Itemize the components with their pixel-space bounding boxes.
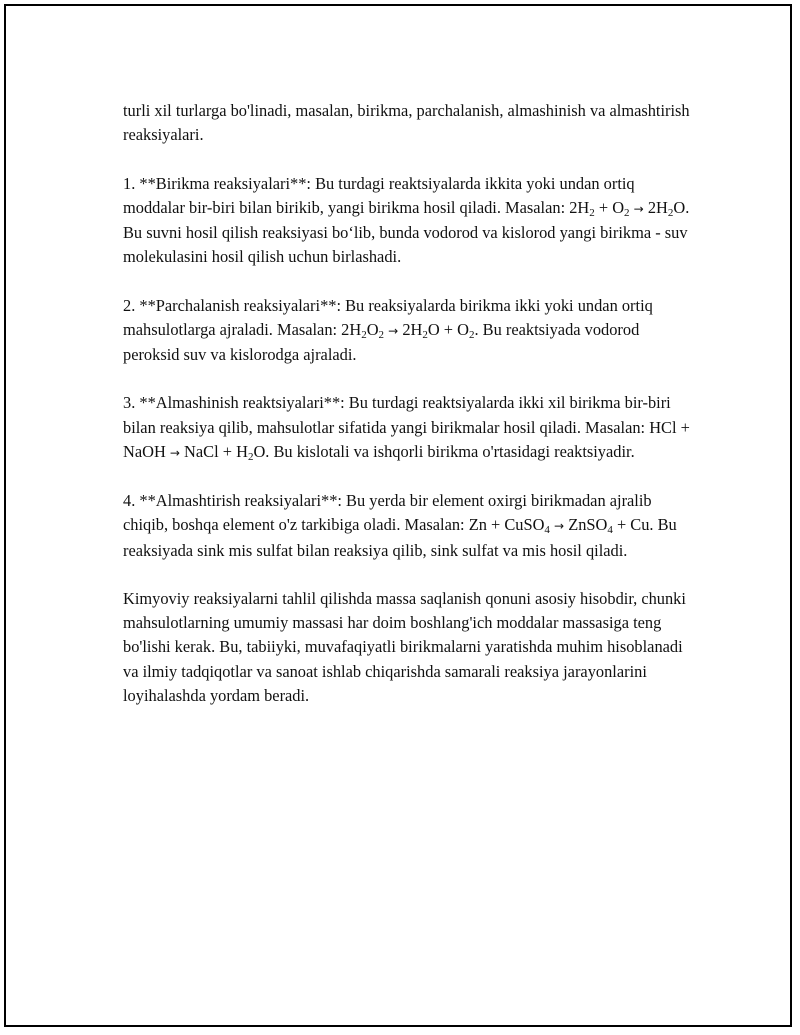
- paragraph-almashinish: [123, 391, 693, 465]
- text-run: 2H: [398, 319, 423, 339]
- text-run: + O: [594, 197, 625, 217]
- reaction-arrow-icon: →: [169, 445, 180, 460]
- text-run: ZnSO: [564, 515, 608, 535]
- subscript: 2: [468, 328, 475, 341]
- subscript: 2: [247, 450, 254, 463]
- text-run: 3. **Almashinish reaktsiyalari**: Bu turdagi reaktsiyalarda ikki xil birikma bir-biri bilan reaksiya qilib, mahsulotlar sifatida yangi birikmalar hosil qiladi. Masalan: HCl + NaOH: [123, 393, 690, 461]
- reaction-arrow-icon: →: [633, 201, 644, 216]
- paragraph-birikma: [123, 172, 693, 270]
- subscript: 4: [544, 524, 550, 537]
- text-run: . Bu reaktsiyada vodorod peroksid suv va kislorodga ajraladi.: [123, 319, 640, 364]
- subscript: 2: [624, 206, 630, 219]
- subscript: 2: [589, 206, 595, 219]
- text-run: Kimyoviy reaksiyalarni tahlil qilishda massa saqlanish qonuni asosiy hisobdir, chunki mahsulotlarning umumiy massasi har doim boshlang'ich moddalar massasiga teng bo'lishi kerak. Bu, tabiiyki, muvafaqiyatli birikmalarni yaratishda muhim hisoblanadi va ilmiy tadqiqotlar va sanoat ishlab chiqarishda samarali reaksiya jarayonlarini loyihalashda yordam beradi.: [123, 588, 686, 705]
- subscript: 2: [378, 328, 385, 341]
- subscript: 2: [422, 328, 428, 341]
- paragraph-parchalanish: [123, 294, 693, 368]
- reaction-arrow-icon: →: [554, 519, 565, 534]
- text-run: NaCl + H: [179, 441, 248, 461]
- paragraph-conclusion: [123, 587, 693, 708]
- paragraph-intro: [123, 99, 693, 147]
- paragraph-almashtirish: [123, 489, 693, 563]
- text-run: 1. **Birikma reaksiyalari**: Bu turdagi reaktsiyalarda ikkita yoki undan ortiq moddalar bir-biri bilan birikib, yangi birikma hosil qiladi. Masalan: 2H: [123, 173, 635, 217]
- text-run: O. Bu kislotali va ishqorli birikma o'rtasidagi reaktsiyadir.: [253, 441, 635, 461]
- text-run: 2. **Parchalanish reaksiyalari**: Bu reaksiyalarda birikma ikki yoki undan ortiq mahsulotlarga ajraladi. Masalan: 2H: [123, 295, 653, 339]
- text-run: O: [366, 319, 379, 339]
- text-run: O + O: [427, 319, 469, 339]
- text-run: 4. **Almashtirish reaksiyalari**: Bu yerda bir element oxirgi birikmadan ajralib chiqib, boshqa element o'z tarkibiga oladi. Masalan: Zn + CuSO: [123, 491, 652, 535]
- subscript: 2: [667, 206, 674, 219]
- subscript: 2: [361, 328, 367, 341]
- document-body: [123, 99, 693, 732]
- text-run: + Cu. Bu reaksiyada sink mis sulfat bilan reaksiya qilib, sink sulfat va mis hosil qiladi.: [123, 515, 677, 560]
- subscript: 4: [607, 524, 613, 537]
- text-run: 2H: [643, 197, 668, 217]
- page-frame: [4, 4, 792, 1027]
- text-run: O. Bu suvni hosil qilish reaksiyasi bo‘lib, bunda vodorod va kislorod yangi birikma - suv molekulasini hosil qilish uchun birlashadi.: [123, 197, 690, 267]
- reaction-arrow-icon: →: [388, 323, 399, 338]
- text-run: turli xil turlarga bo'linadi, masalan, birikma, parchalanish, almashinish va almashtirish reaksiyalari.: [123, 101, 690, 145]
